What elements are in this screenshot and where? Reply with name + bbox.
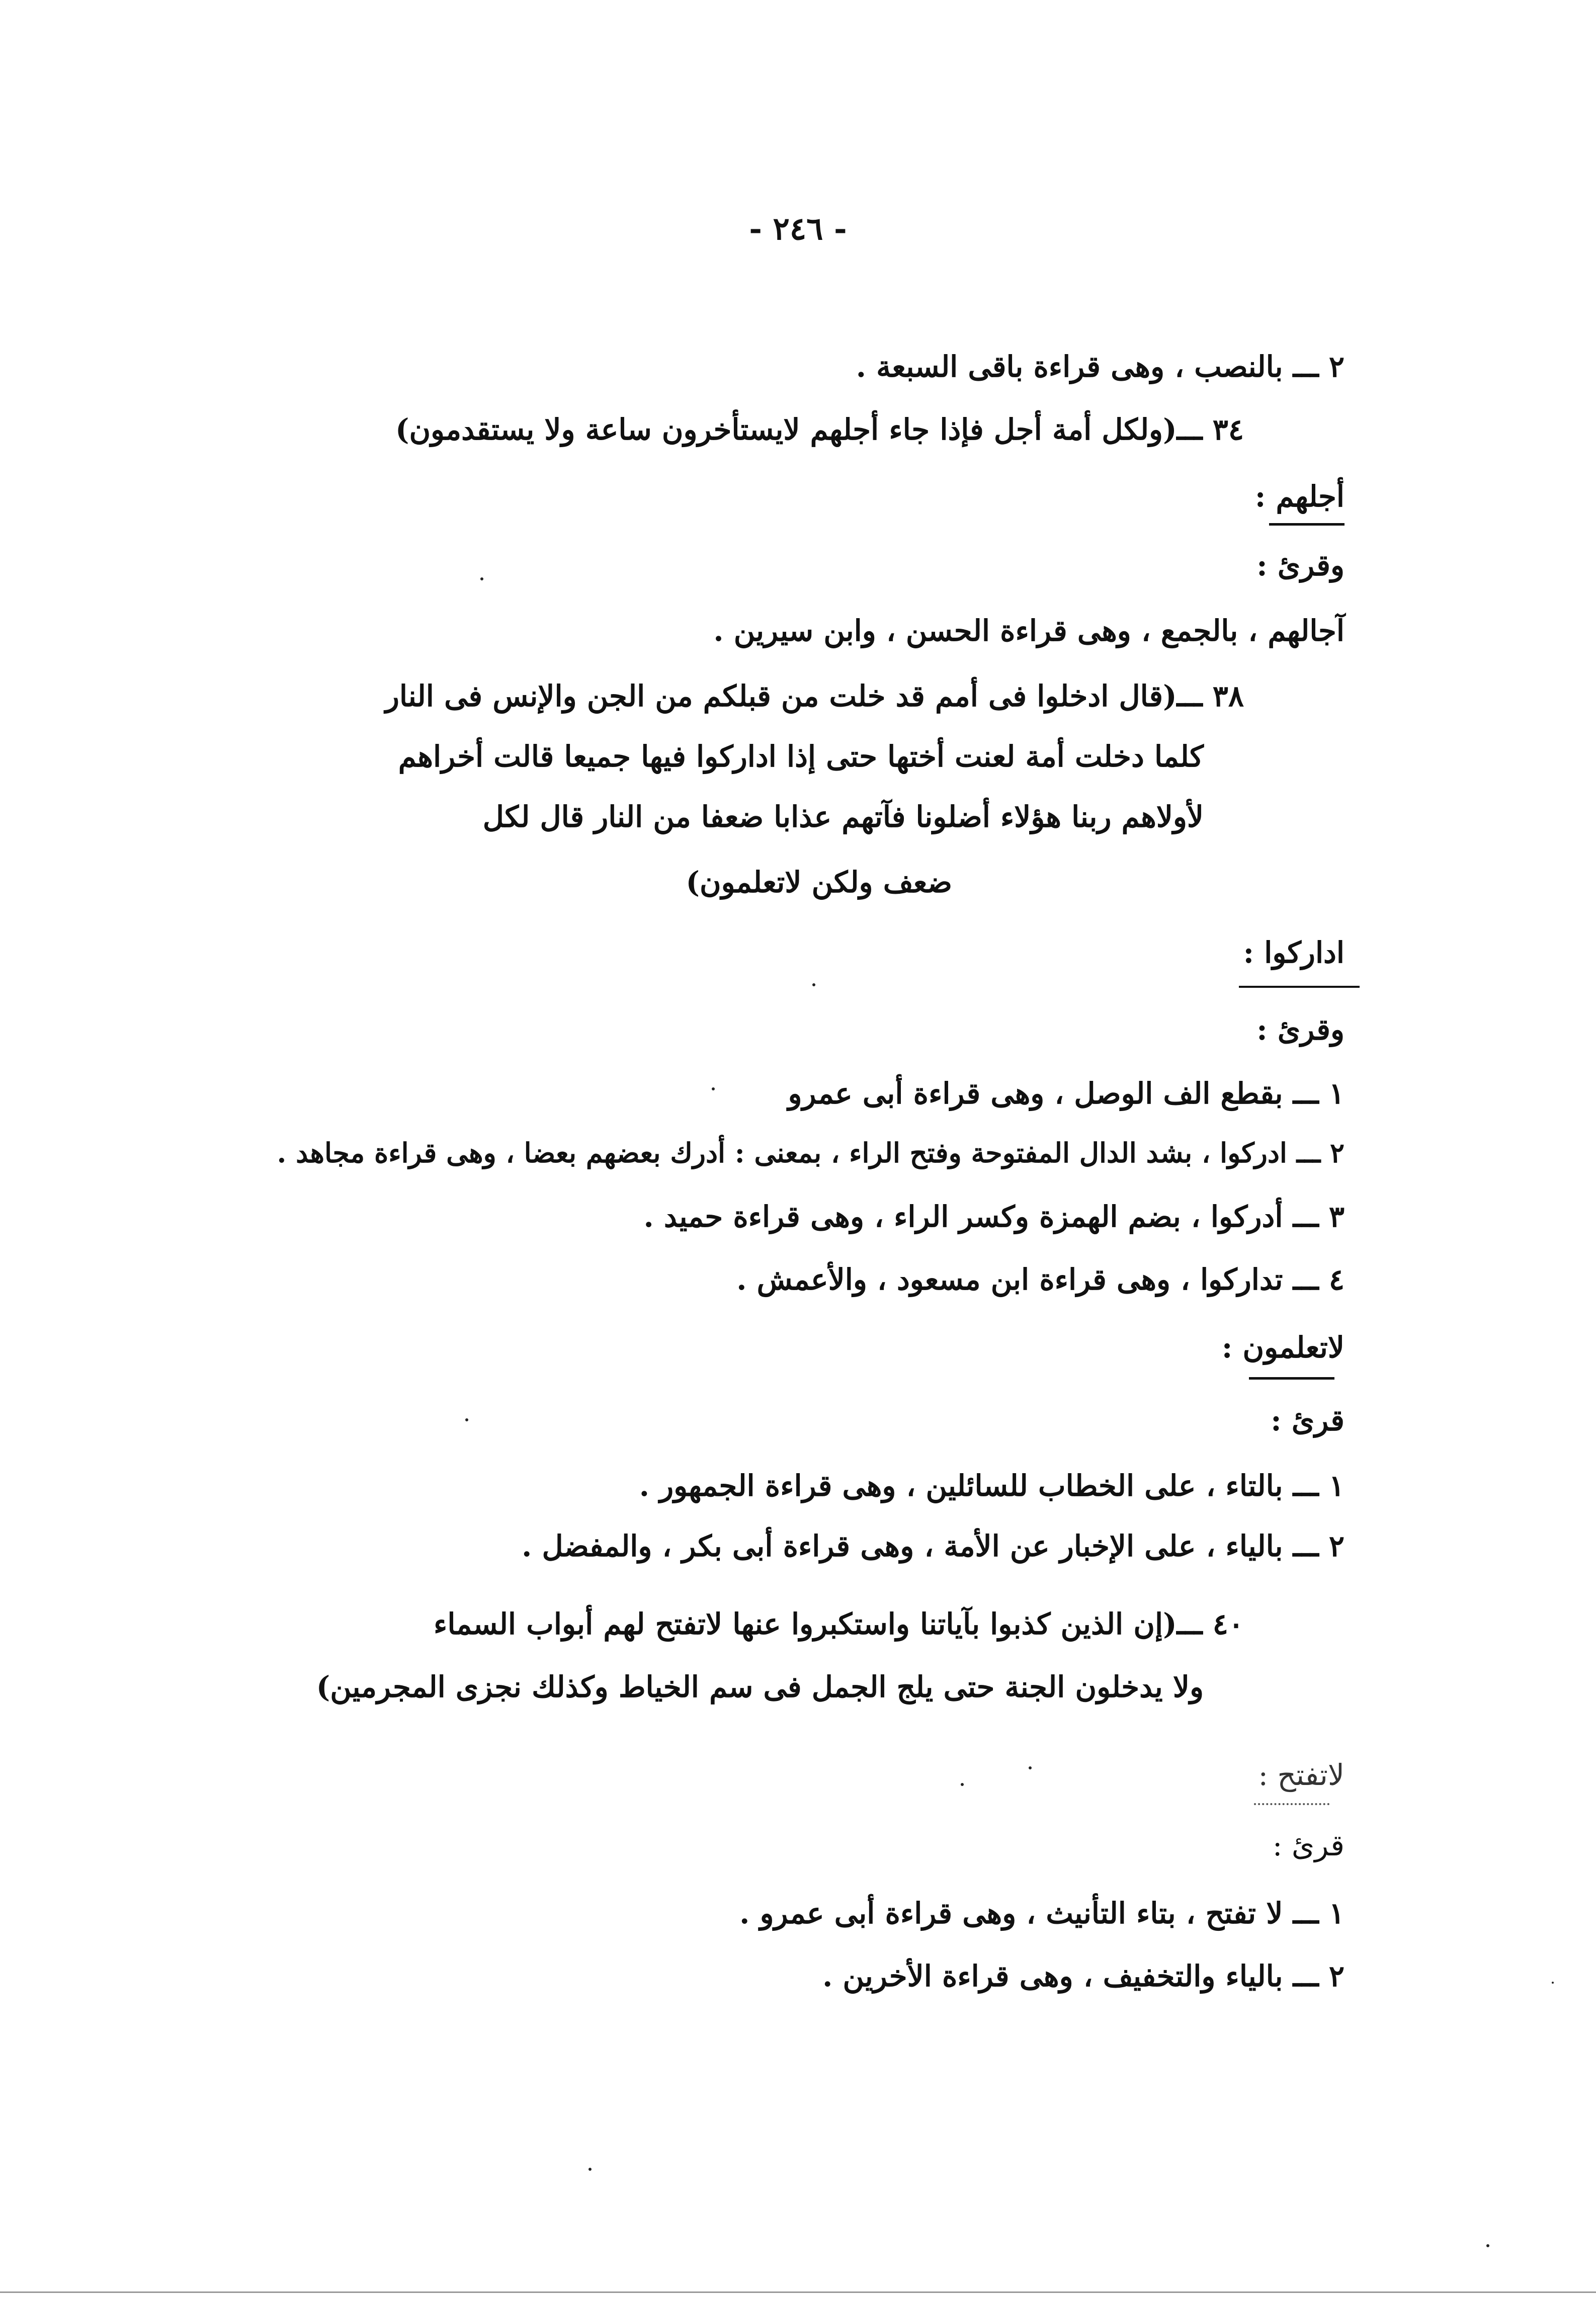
heading-underline <box>1269 523 1345 526</box>
scan-speck <box>1029 1766 1032 1769</box>
page-number: - ٢٤٦ - <box>749 210 847 247</box>
verse-38-line: لأولاهم ربنا هؤلاء أضلونا فآتهم عذابا ضعفا من النار قال لكل <box>482 800 1204 834</box>
text-line: ٢ ـــ بالنصب ، وهى قراءة باقى السبعة . <box>856 350 1345 384</box>
text-line: آجالهم ، بالجمع ، وهى قراءة الحسن ، وابن سيرين . <box>713 614 1345 648</box>
verse-40: ٤٠ ـــ(إن الذين كذبوا بآياتنا واستكبروا عنها لاتفتح لهم أبواب السماء <box>434 1607 1244 1641</box>
scan-speck <box>961 1783 964 1786</box>
verse-38-line: كلما دخلت أمة لعنت أختها حتى إذا اداركوا فيها جميعا قالت أخراهم <box>398 739 1204 774</box>
word-heading: لاتفتح : <box>1258 1758 1345 1792</box>
subheading: قرئ : <box>1271 1403 1345 1437</box>
list-item: ١ ـــ بالتاء ، على الخطاب للسائلين ، وهى قراءة الجمهور . <box>639 1469 1345 1503</box>
list-item: ٢ ـــ بالياء ، على الإخبار عن الأمة ، وهى قراءة أبى بكر ، والمفضل . <box>522 1529 1345 1563</box>
verse-38-line: ضعف ولكن لاتعلمون) <box>686 865 952 899</box>
scan-speck <box>712 1087 715 1090</box>
list-item: ٤ ـــ تداركوا ، وهى قراءة ابن مسعود ، والأعمش . <box>736 1262 1345 1297</box>
heading-underline <box>1239 986 1360 988</box>
scan-speck <box>812 983 815 986</box>
subheading: وقرئ : <box>1256 548 1345 582</box>
heading-underline <box>1249 1377 1334 1380</box>
subheading: وقرئ : <box>1256 1012 1345 1047</box>
scan-speck <box>1486 2244 1489 2247</box>
subheading: قرئ : <box>1272 1828 1345 1862</box>
scan-speck <box>589 2168 592 2171</box>
list-item: ٢ ـــ بالياء والتخفيف ، وهى قراءة الأخرين . <box>822 1959 1345 1993</box>
list-item: ٣ ـــ أدركوا ، بضم الهمزة وكسر الراء ، وهى قراءة حميد . <box>643 1200 1345 1234</box>
verse-40-line: ولا يدخلون الجنة حتى يلج الجمل فى سم الخياط وكذلك نجزى المجرمين) <box>316 1670 1204 1704</box>
scan-speck <box>480 577 483 580</box>
word-heading: اداركوا : <box>1243 935 1345 970</box>
word-heading: لاتعلمون : <box>1221 1330 1345 1365</box>
scan-speck <box>1552 1982 1554 1984</box>
list-item: ١ ـــ لا تفتح ، بتاء التأنيث ، وهى قراءة أبى عمرو . <box>739 1896 1345 1930</box>
heading-underline <box>1254 1803 1329 1805</box>
list-item: ٢ ـــ ادركوا ، بشد الدال المفتوحة وفتح الراء ، بمعنى : أدرك بعضهم بعضا ، وهى قراءة مجاهد . <box>277 1137 1345 1169</box>
page-bottom-edge <box>0 2291 1596 2293</box>
list-item: ١ ـــ بقطع الف الوصل ، وهى قراءة أبى عمرو <box>788 1076 1345 1111</box>
verse-38: ٣٨ ـــ(قال ادخلوا فى أمم قد خلت من قبلكم من الجن والإنس فى النار <box>385 679 1244 713</box>
word-heading: أجلهم : <box>1254 479 1345 514</box>
verse-34: ٣٤ ـــ(ولكل أمة أجل فإذا جاء أجلهم لايستأخرون ساعة ولا يستقدمون) <box>395 412 1244 447</box>
scan-speck <box>465 1418 468 1421</box>
